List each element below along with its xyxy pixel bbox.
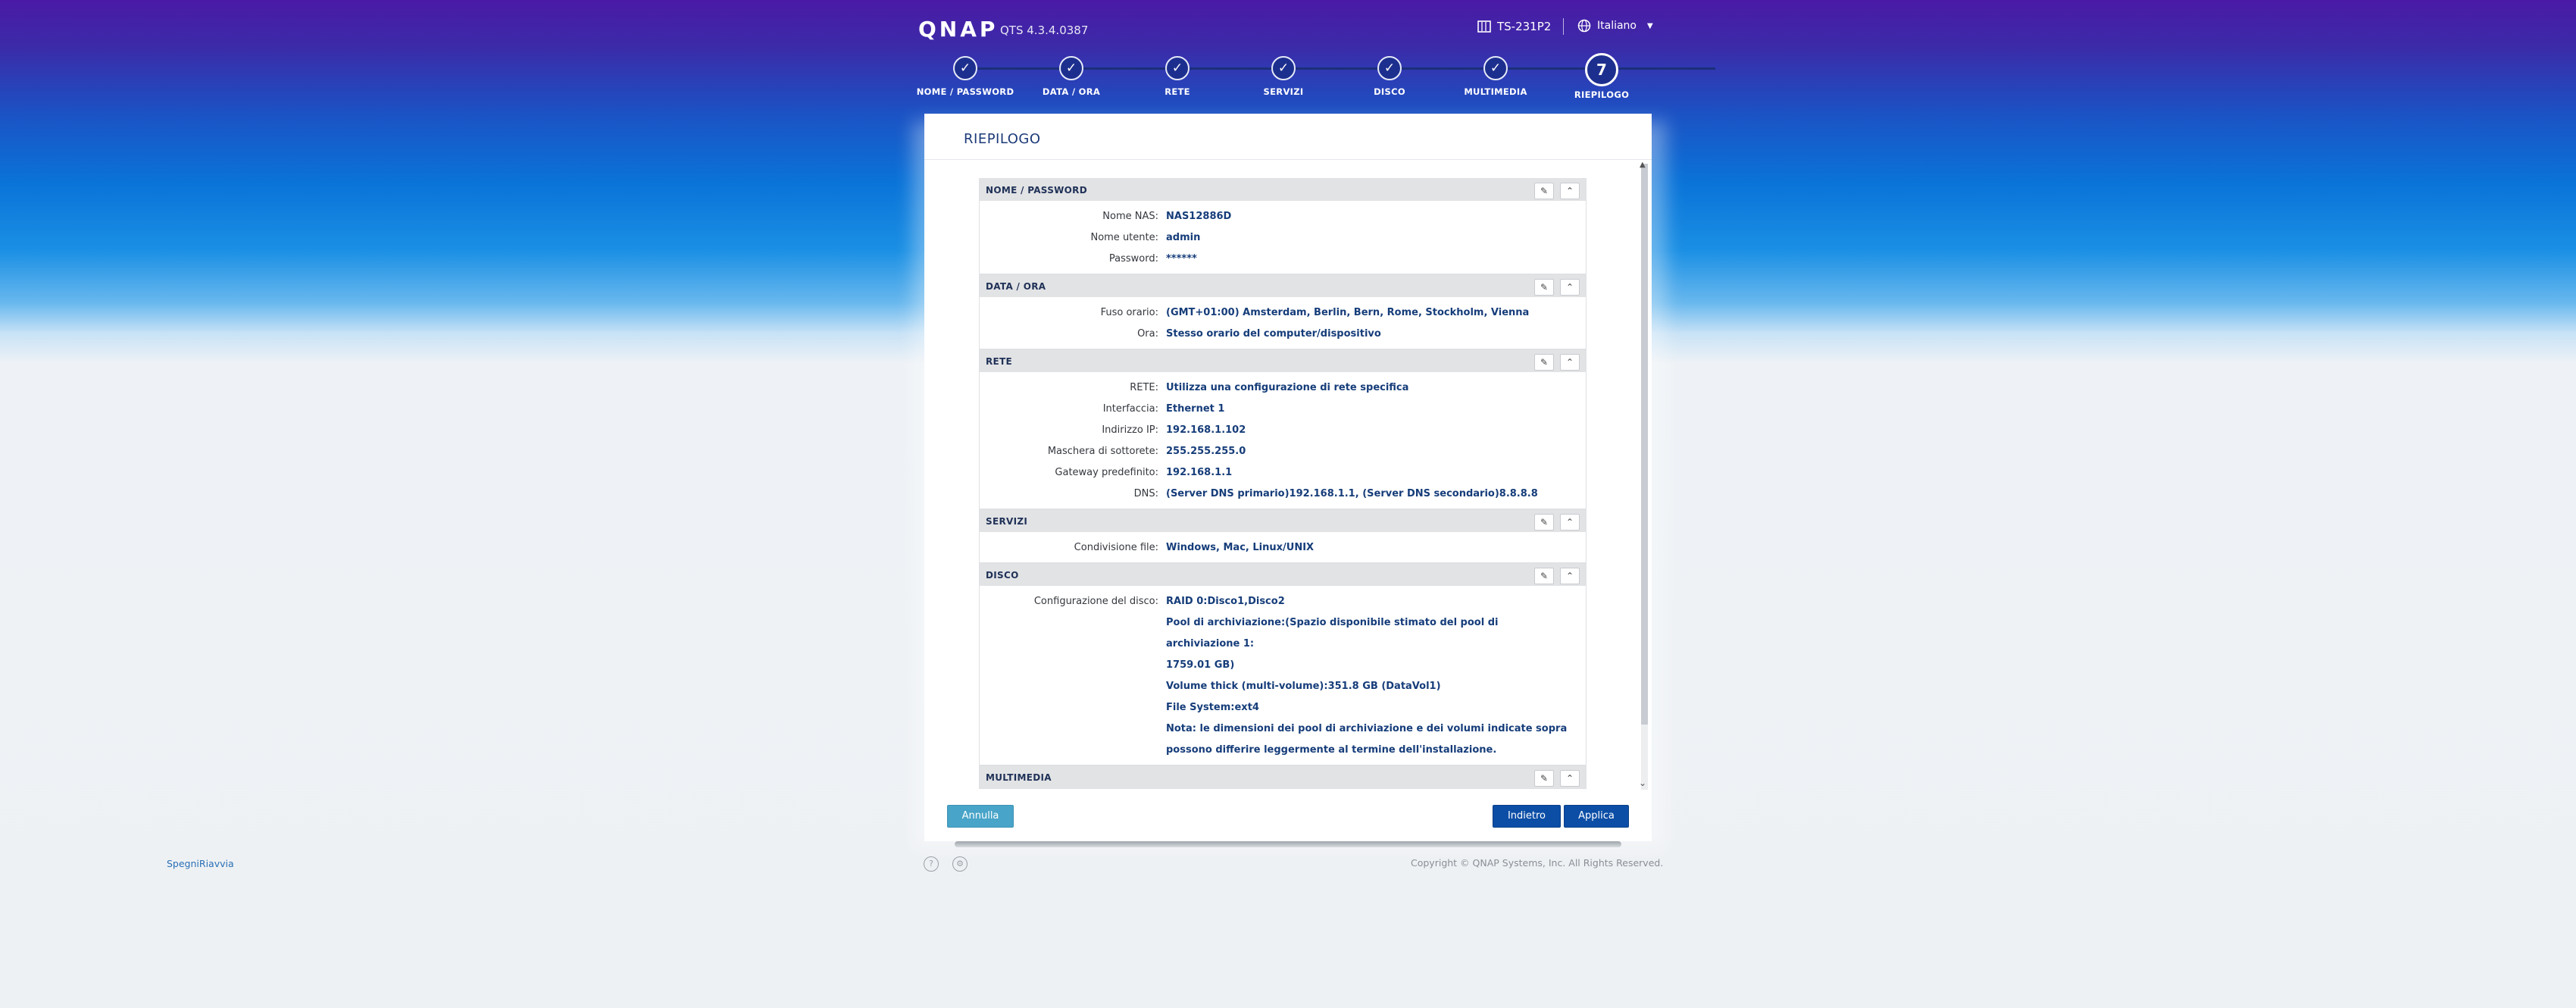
summary-row: RETE: Utilizza una configurazione di rete specifica [1130,382,1409,393]
summary-content [979,178,1587,792]
check-icon: ✓ [1165,56,1190,80]
check-icon: ✓ [1059,56,1083,80]
title-divider [924,159,1652,160]
section-nome-password [979,178,1587,274]
summary-row: Nome NAS: NAS12886D [1102,211,1232,222]
step-label: SERVIZI [1263,86,1304,97]
check-icon: ✓ [1271,56,1296,80]
qnap-logo: QNAP [918,17,999,42]
section-header [980,765,1586,788]
scroll-down-icon[interactable]: ⌄ [1639,778,1647,788]
settings-icon[interactable]: ⚙ [952,856,968,872]
section-title: SERVIZI [986,516,1028,527]
top-bar [0,0,2576,53]
step-label: DISCO [1374,86,1405,97]
step-label: RIEPILOGO [1574,89,1630,100]
check-icon: ✓ [1377,56,1402,80]
summary-row: Gateway predefinito: 192.168.1.1 [1055,467,1233,478]
section-title: RETE [986,356,1013,367]
chevron-up-icon[interactable]: ⌃ [1560,354,1580,371]
step-riepilogo [1526,52,1677,100]
summary-row: Configurazione del disco: RAID 0:Disco1,Disco2 Pool di archiviazione:(Spazio disponibile stimato del pool di archiviazione 1: 1759.01 GB) Volume thick (multi-volume):351.8 GB (DataVol1) File System:ext4 Nota: le dimensioni dei pool di archiviazione e dei volumi indicate sopra possono differire leggermente al termine dell'installazione. [980,591,1586,761]
step-label: DATA / ORA [1042,86,1101,97]
summary-row: Maschera di sottorete: 255.255.255.0 [1047,446,1246,457]
edit-icon[interactable]: ✎ [1534,279,1554,296]
firmware-version: QTS 4.3.4.0387 [1000,23,1089,37]
step-label: RETE [1165,86,1190,97]
step-label: MULTIMEDIA [1464,86,1527,97]
section-data-ora [979,274,1587,349]
language-selector[interactable] [1577,19,1653,33]
device-info [1477,20,1551,33]
chevron-up-icon[interactable]: ⌃ [1560,279,1580,296]
chevron-up-icon[interactable]: ⌃ [1560,514,1580,531]
scroll-up-icon[interactable]: ▲ [1640,161,1646,169]
globe-icon [1577,19,1591,33]
summary-row: DNS: (Server DNS primario)192.168.1.1, (Server DNS secondario)8.8.8.8 [1133,488,1538,499]
chevron-up-icon[interactable]: ⌃ [1560,568,1580,584]
summary-row: Indirizzo IP: 192.168.1.102 [1102,424,1246,436]
shutdown-restart-link[interactable]: SpegniRiavvia [167,858,234,869]
summary-panel [924,114,1652,841]
back-button[interactable]: Indietro [1493,805,1561,828]
panel-title: RIEPILOGO [964,131,1041,147]
nas-device-icon [1477,20,1491,33]
apply-button[interactable]: Applica [1564,805,1629,828]
edit-icon[interactable]: ✎ [1534,770,1554,787]
disk-config-value: RAID 0:Disco1,Disco2 Pool di archiviazione:(Spazio disponibile stimato del pool di archiviazione 1: 1759.01 GB) Volume thick (multi-volume):351.8 GB (DataVol1) File System:ext4 Nota: le dimensioni dei pool di archiviazione e dei volumi indicate sopra possono differire leggermente al termine dell'installazione. [1166,596,1568,756]
section-title: NOME / PASSWORD [986,185,1087,196]
language-label: Italiano [1597,20,1637,32]
chevron-up-icon[interactable]: ⌃ [1560,183,1580,199]
edit-icon[interactable]: ✎ [1534,183,1554,199]
step-label: NOME / PASSWORD [916,86,1014,97]
device-name: TS-231P2 [1497,20,1552,33]
section-servizi [979,509,1587,563]
edit-icon[interactable]: ✎ [1534,568,1554,584]
help-icon[interactable]: ? [924,856,939,872]
edit-icon[interactable]: ✎ [1534,354,1554,371]
section-multimedia [979,765,1587,789]
summary-row: Password: ****** [1108,253,1197,265]
summary-row: Ora: Stesso orario del computer/dispositivo [1137,328,1381,340]
check-icon: ✓ [1483,56,1508,80]
edit-icon[interactable]: ✎ [1534,514,1554,531]
header-divider [1563,18,1564,35]
cancel-button[interactable]: Annulla [947,805,1014,828]
chevron-down-icon: ▼ [1647,21,1653,30]
section-header [980,563,1586,586]
section-header [980,349,1586,372]
check-icon: ✓ [953,56,977,80]
section-title: MULTIMEDIA [986,772,1052,783]
scrollbar-thumb[interactable] [1641,164,1648,725]
footer-icons [924,856,968,872]
wizard-steps [871,52,1743,105]
section-rete [979,349,1587,509]
summary-row: Nome utente: admin [1090,232,1201,243]
summary-row: Condivisione file: Windows, Mac, Linux/UNIX [1074,542,1315,553]
section-header [980,178,1586,201]
section-title: DATA / ORA [986,281,1046,292]
panel-bottom-shadow [955,841,1621,847]
summary-row: Interfaccia: Ethernet 1 [1102,403,1225,415]
section-header [980,274,1586,297]
section-title: DISCO [986,570,1019,581]
copyright-text: Copyright © QNAP Systems, Inc. All Rights Reserved. [1411,857,1664,869]
summary-row: Fuso orario: (GMT+01:00) Amsterdam, Berlin, Bern, Rome, Stockholm, Vienna [1100,307,1530,318]
step-number: 7 [1585,53,1618,86]
chevron-up-icon[interactable]: ⌃ [1560,770,1580,787]
section-header [980,509,1586,532]
section-disco [979,563,1587,765]
